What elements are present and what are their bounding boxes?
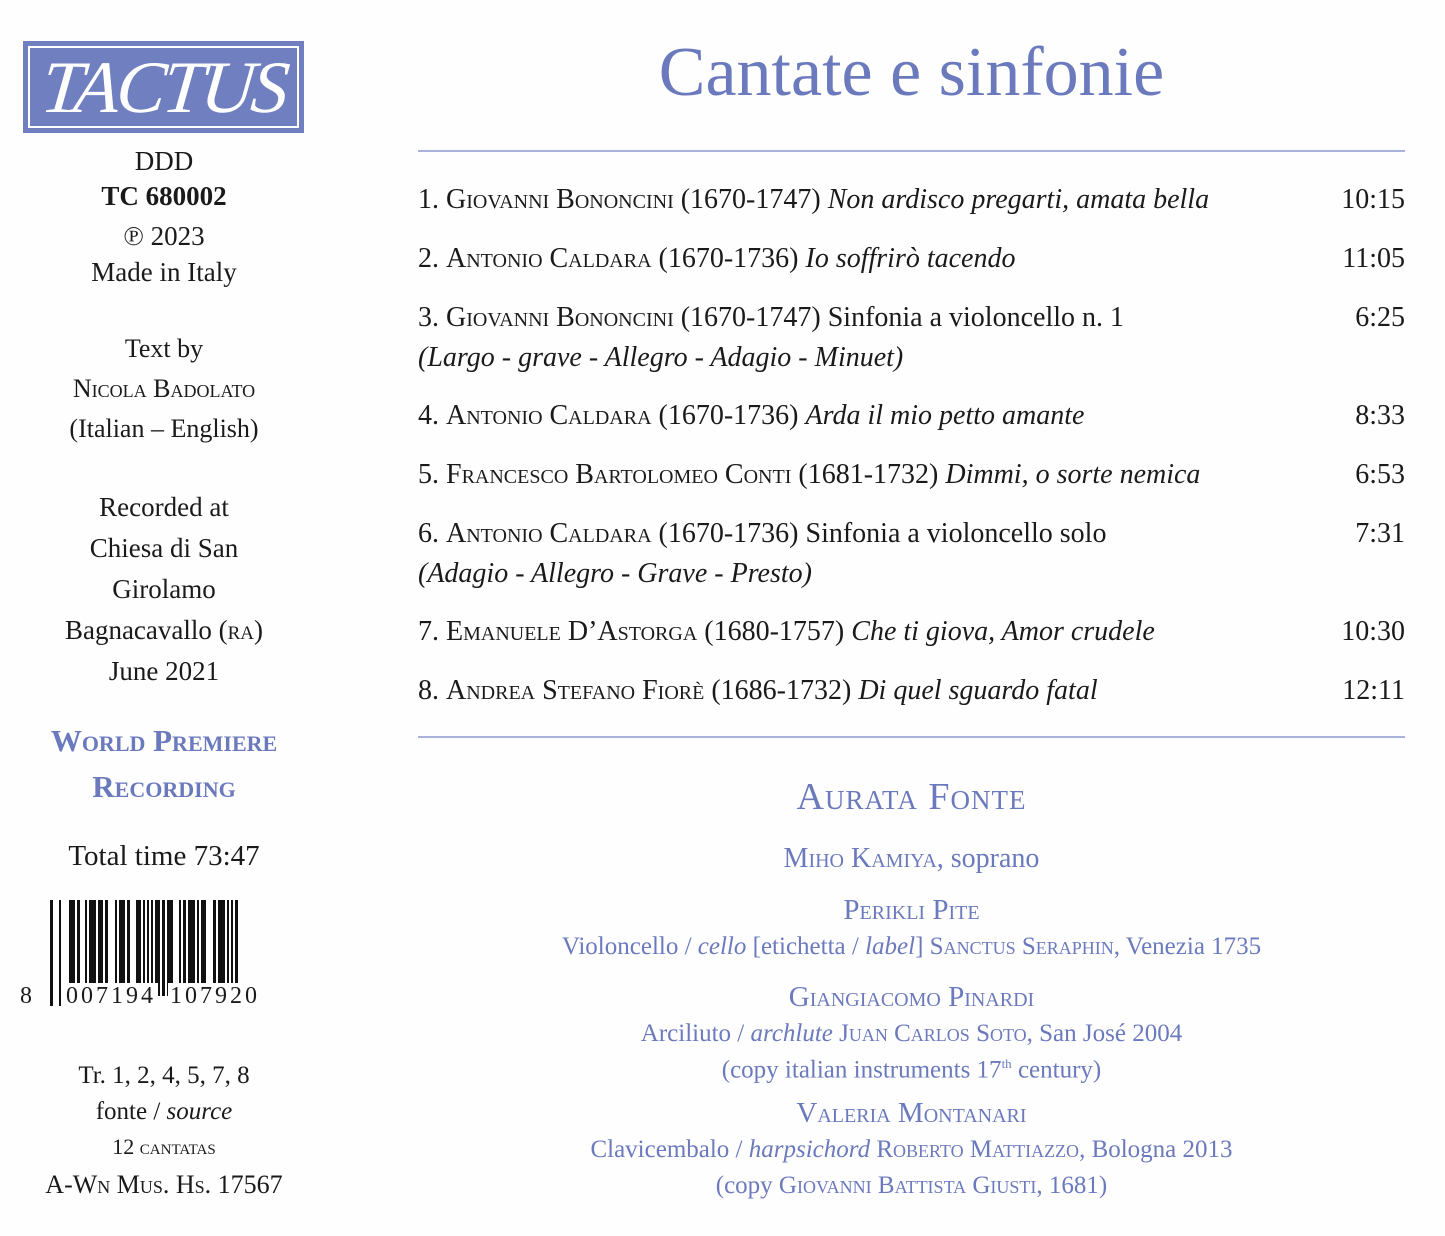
source-collection: 12 cantatas xyxy=(112,1134,216,1159)
label-it: [etichetta / xyxy=(752,933,859,960)
track-duration: 10:15 xyxy=(1341,184,1405,215)
performer-name: Miho Kamiya xyxy=(783,843,937,874)
track-composer: Giovanni Bononcini xyxy=(446,184,674,215)
source-tracks: Tr. 1, 2, 4, 5, 7, 8 xyxy=(78,1062,250,1089)
track-title: Non ardisco pregarti, amata bella xyxy=(827,184,1210,215)
performer-harpsichord-note xyxy=(418,1173,1405,1198)
instrument-en: archlute xyxy=(750,1020,833,1047)
made-in: Made in Italy xyxy=(91,257,237,287)
instrument-en: harpsichord xyxy=(748,1136,871,1163)
track-composer: Antonio Caldara xyxy=(446,243,652,274)
world-premiere-line2: Recording xyxy=(92,769,236,804)
instrument-it: Arciliuto / xyxy=(640,1020,745,1047)
catalog-number: TC 680002 xyxy=(101,181,227,211)
source-shelfmark: A-Wn Mus. Hs. 17567 xyxy=(45,1170,283,1199)
track-dates: (1686-1732) xyxy=(711,675,852,706)
track-duration: 6:53 xyxy=(1355,459,1405,490)
barcode xyxy=(20,898,290,1008)
track-row xyxy=(418,677,1405,705)
performer-archlute-name: Giangiacomo Pinardi xyxy=(788,981,1035,1013)
track-dates: (1681-1732) xyxy=(798,459,939,490)
track-composer: Emanuele D’Astorga xyxy=(446,616,698,647)
track-row xyxy=(418,618,1405,646)
text-author: Nicola Badolato xyxy=(72,374,256,403)
recording-date: June 2021 xyxy=(108,656,220,686)
label-en: label xyxy=(865,933,916,960)
track-dates: (1670-1736) xyxy=(658,243,799,274)
track-movements: (Adagio - Allegro - Grave - Presto) xyxy=(418,558,812,589)
track-dates: (1670-1747) xyxy=(680,184,821,215)
total-time-value: 73:47 xyxy=(193,840,260,872)
track-title: Io soffrirò tacendo xyxy=(805,243,1016,274)
format-label: DDD xyxy=(134,146,194,176)
performer-cello-instrument xyxy=(418,934,1405,959)
fonte-label: fonte / xyxy=(95,1098,161,1125)
track-number: 6. xyxy=(418,518,439,549)
track-duration: 8:33 xyxy=(1355,400,1405,431)
performer-cello-name: Perikli Pite xyxy=(843,894,980,926)
recording-venue-2: Girolamo xyxy=(112,574,216,604)
track-duration: 6:25 xyxy=(1355,302,1405,333)
divider-top xyxy=(418,150,1405,152)
track-composer: Andrea Stefano Fiorè xyxy=(446,675,705,706)
ordinal-suffix: th xyxy=(1001,1056,1012,1071)
track-title: Dimmi, o sorte nemica xyxy=(945,459,1201,490)
recording-venue-1: Chiesa di San xyxy=(89,533,239,563)
copy-note: (copy xyxy=(715,1172,779,1199)
track-title: Sinfonia a violoncello n. 1 xyxy=(827,302,1125,333)
track-dates: (1670-1736) xyxy=(658,518,799,549)
barcode-first-digit: 8 xyxy=(20,983,32,1009)
track-title: Che ti giova, Amor crudele xyxy=(851,616,1155,647)
instrument-place: , Bologna 2013 xyxy=(1079,1136,1233,1163)
text-by-label: Text by xyxy=(124,334,204,363)
instrument-it: Violoncello / xyxy=(561,933,692,960)
performer-harpsichord-name: Valeria Montanari xyxy=(796,1097,1027,1129)
copy-note-end: , 1681) xyxy=(1036,1172,1108,1199)
track-composer: Antonio Caldara xyxy=(446,400,652,431)
instrument-en: cello xyxy=(697,933,747,960)
performer-archlute-note xyxy=(418,1057,1405,1082)
track-title: Sinfonia a violoncello solo xyxy=(805,518,1107,549)
track-row xyxy=(418,186,1405,214)
track-number: 3. xyxy=(418,302,439,333)
recording-town: Bagnacavallo xyxy=(64,615,212,645)
text-languages: (Italian – English) xyxy=(69,414,259,443)
track-duration: 11:05 xyxy=(1342,243,1405,274)
track-row xyxy=(418,402,1405,430)
track-row xyxy=(418,245,1405,273)
track-number: 8. xyxy=(418,675,439,706)
tactus-logo xyxy=(23,41,304,133)
recording-province: (ra) xyxy=(218,615,264,645)
track-dates: (1680-1757) xyxy=(704,616,845,647)
track-row xyxy=(418,461,1405,489)
recorded-at-label: Recorded at xyxy=(99,492,229,522)
performer-archlute-instrument xyxy=(418,1021,1405,1046)
track-composer: Giovanni Bononcini xyxy=(446,302,674,333)
instrument-place: , San José 2004 xyxy=(1026,1020,1183,1047)
divider-bottom xyxy=(418,736,1405,738)
album-title: Cantate e sinfonie xyxy=(658,34,1165,111)
total-time xyxy=(0,842,328,871)
logo-text: TACTUS xyxy=(37,47,290,129)
ensemble-name: Aurata Fonte xyxy=(796,776,1027,818)
track-row xyxy=(418,304,1405,372)
label-close: ] xyxy=(915,933,924,960)
track-duration: 7:31 xyxy=(1355,518,1405,549)
phonogram-year: ℗ 2023 xyxy=(123,221,205,251)
track-number: 7. xyxy=(418,616,439,647)
instrument-it: Clavicembalo / xyxy=(590,1136,743,1163)
instrument-maker: Juan Carlos Soto xyxy=(839,1020,1027,1047)
track-number: 1. xyxy=(418,184,439,215)
total-time-label: Total time xyxy=(68,840,187,872)
track-composer: Francesco Bartolomeo Conti xyxy=(446,459,792,490)
track-title: Arda il mio petto amante xyxy=(805,400,1085,431)
track-duration: 12:11 xyxy=(1342,675,1405,706)
track-number: 4. xyxy=(418,400,439,431)
instrument-maker: Roberto Mattiazzo xyxy=(876,1136,1080,1163)
logo-frame xyxy=(28,46,299,128)
instrument-place: , Venezia 1735 xyxy=(1113,933,1262,960)
copy-note-end: century) xyxy=(1011,1056,1102,1084)
track-row xyxy=(418,520,1405,588)
track-number: 2. xyxy=(418,243,439,274)
track-number: 5. xyxy=(418,459,439,490)
performer-soprano xyxy=(418,845,1405,873)
performer-role: , soprano xyxy=(936,843,1040,874)
recording-place xyxy=(0,617,328,644)
source-label xyxy=(0,1099,328,1124)
instrument-maker: Sanctus Seraphin xyxy=(929,933,1114,960)
track-movements: (Largo - grave - Allegro - Adagio - Minuet) xyxy=(418,342,904,373)
world-premiere-line1: World Premiere xyxy=(50,723,278,758)
track-duration: 10:30 xyxy=(1341,616,1405,647)
barcode-group-1: 007194 xyxy=(66,983,156,1009)
track-dates: (1670-1736) xyxy=(658,400,799,431)
source-label-en: source xyxy=(166,1098,233,1125)
track-dates: (1670-1747) xyxy=(680,302,821,333)
barcode-group-2: 107920 xyxy=(170,983,260,1009)
copy-note: (copy italian instruments 17 xyxy=(721,1056,1002,1084)
performer-harpsichord-instrument xyxy=(418,1137,1405,1162)
track-composer: Antonio Caldara xyxy=(446,518,652,549)
track-title: Di quel sguardo fatal xyxy=(858,675,1098,706)
copy-maker: Giovanni Battista Giusti xyxy=(778,1172,1037,1199)
